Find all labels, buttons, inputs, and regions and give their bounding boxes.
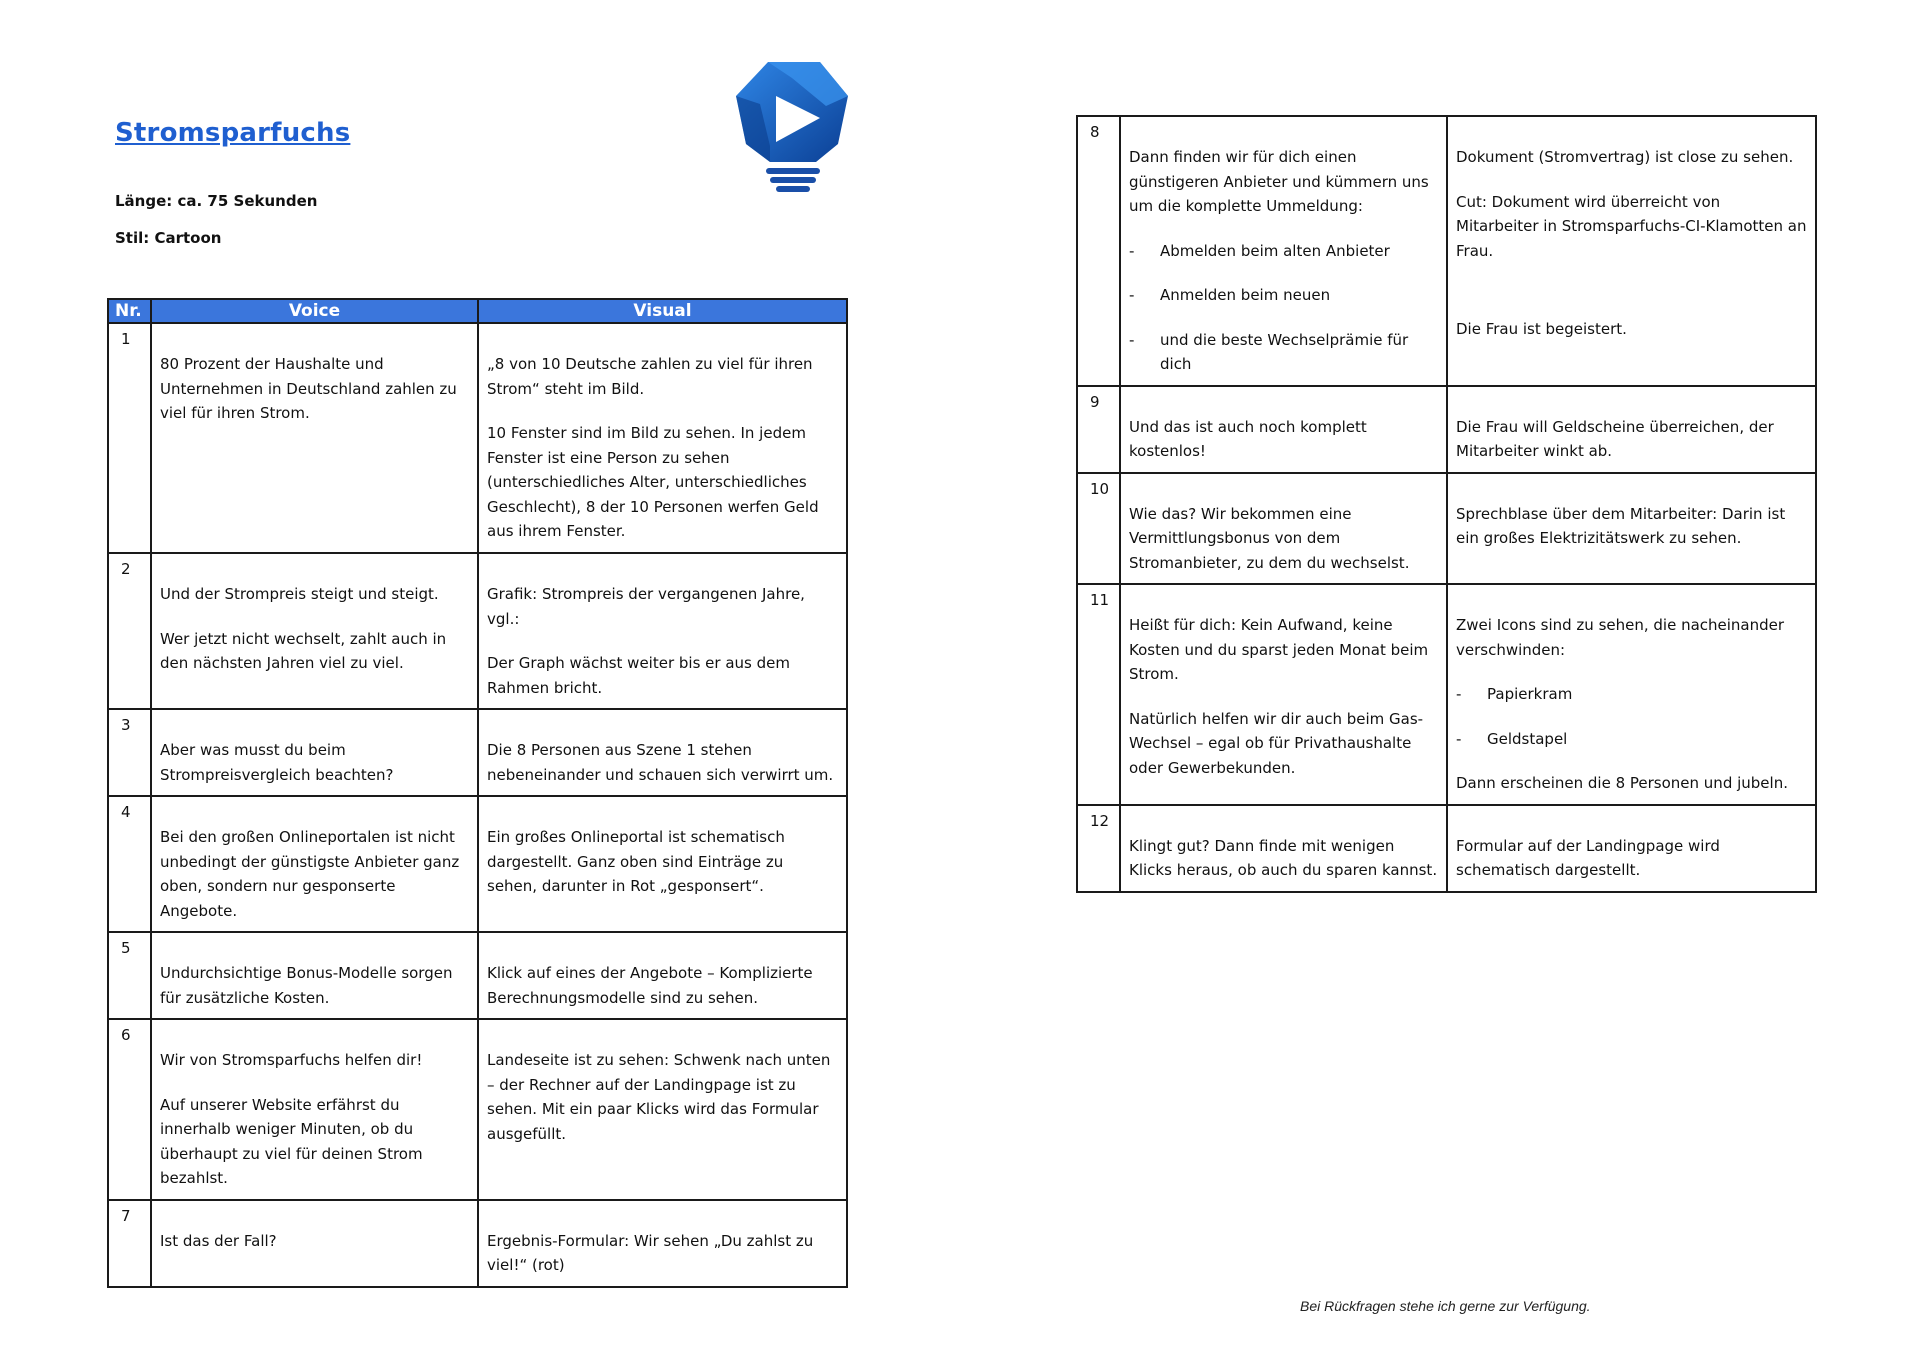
bullet-text: Geldstapel [1487,729,1568,748]
voice-text: Und der Strompreis steigt und steigt. [160,585,439,603]
voice-text: Aber was musst du beim Strompreisvergleich beachten? [160,741,394,784]
bullet-item [1129,283,1438,308]
voice-text: Ist das der Fall? [160,1231,277,1250]
visual-text: Grafik: Strompreis der vergangenen Jahre, vgl.: [487,585,805,628]
table-row [108,553,847,709]
footer-note: Bei Rückfragen stehe ich gerne zur Verfügung. [1300,1298,1591,1314]
voice-cell [151,1019,478,1200]
voice-cell [151,709,478,796]
row-number: 7 [108,1200,151,1287]
table-row [108,932,847,1019]
visual-text: Ergebnis-Formular: Wir sehen „Du zahlst zu viel!“ (rot) [487,1231,814,1274]
visual-cell [1447,584,1816,805]
row-number: 3 [108,709,151,796]
visual-cell [478,323,847,553]
row-number: 1 [108,323,151,553]
visual-cell [478,1200,847,1287]
voice-text: 80 Prozent der Haushalte und Unternehmen in Deutschland zahlen zu viel für ihren Strom. [160,355,457,422]
visual-text: Cut: Dokument wird überreicht von Mitarbeiter in Stromsparfuchs-CI-Klamotten an Frau. [1456,192,1807,260]
voice-cell [1120,473,1447,585]
voice-text: Natürlich helfen wir dir auch beim Gas-Wechsel – egal ob für Privathaushalte oder Gewerbekunden. [1129,709,1424,777]
header-nr: Nr. [108,299,151,323]
row-number: 5 [108,932,151,1019]
visual-text: Die 8 Personen aus Szene 1 stehen nebeneinander und schauen sich verwirrt um. [487,741,834,784]
bullet-dash: - [1129,286,1135,304]
visual-text: 10 Fenster sind im Bild zu sehen. In jedem Fenster ist eine Person zu sehen (unterschiedliches Alter, unterschiedliches Geschlecht), 8 der 10 Personen werfen Geld aus ihrem Fenster. [487,424,819,540]
header-visual: Visual [478,299,847,323]
row-number: 10 [1077,473,1120,585]
voice-text: Auf unserer Website erfährst du innerhalb weniger Minuten, ob du überhaupt zu viel für deinen Strom bezahlst. [160,1095,423,1187]
table-row [108,1019,847,1200]
row-number: 2 [108,553,151,709]
row-number: 4 [108,796,151,932]
visual-cell [478,796,847,932]
voice-text: Undurchsichtige Bonus-Modelle sorgen für zusätzliche Kosten. [160,964,453,1007]
bullet-dash: - [1129,330,1135,349]
voice-text: Wer jetzt nicht wechselt, zahlt auch in den nächsten Jahren viel zu viel. [160,629,447,672]
row-number: 12 [1077,805,1120,892]
bullet-dash: - [1129,241,1135,260]
voice-text: Klingt gut? Dann finde mit wenigen Klicks heraus, ob auch du sparen kannst. [1129,836,1438,879]
script-table-part-1 [107,298,848,1288]
visual-text: Der Graph wächst weiter bis er aus dem Rahmen bricht. [487,654,790,697]
voice-cell [1120,584,1447,805]
table-row [108,709,847,796]
visual-text: Ein großes Onlineportal ist schematisch dargestellt. Ganz oben sind Einträge zu sehen, darunter in Rot „gesponsert“. [487,828,785,895]
voice-cell [1120,805,1447,892]
bullet-text: Papierkram [1487,685,1573,703]
document-title: Stromsparfuchs [115,118,351,148]
bullet-item [1129,328,1438,377]
voice-text: Dann finden wir für dich einen günstigeren Anbieter und kümmern uns um die komplette Ummeldung: [1129,148,1429,215]
visual-text: „8 von 10 Deutsche zahlen zu viel für ihren Strom“ steht im Bild. [487,355,813,398]
bullet-dash: - [1456,685,1462,703]
bullet-text: Anmelden beim neuen [1160,286,1331,304]
visual-text: Formular auf der Landingpage wird schematisch dargestellt. [1456,836,1720,879]
bullet-item [1456,682,1807,707]
visual-text: Die Frau ist begeistert. [1456,320,1627,338]
table-row [1077,386,1816,473]
visual-cell [1447,473,1816,585]
voice-cell [1120,116,1447,386]
visual-cell [478,553,847,709]
table-row [108,1200,847,1287]
visual-text: Dokument (Stromvertrag) ist close zu sehen. [1456,148,1794,166]
voice-text: Heißt für dich: Kein Aufwand, keine Kosten und du sparst jeden Monat beim Strom. [1129,616,1429,683]
row-number: 6 [108,1019,151,1200]
bullet-item [1129,239,1438,264]
script-table-part-2 [1076,115,1817,893]
visual-cell [1447,805,1816,892]
visual-cell [478,709,847,796]
visual-text: Landeseite ist zu sehen: Schwenk nach unten – der Rechner auf der Landingpage ist zu sehen. Mit ein paar Klicks wird das Formular ausgefüllt. [487,1051,831,1143]
bullet-dash: - [1456,729,1462,748]
visual-text: Klick auf eines der Angebote – Komplizierte Berechnungsmodelle sind zu sehen. [487,964,813,1007]
header-voice: Voice [151,299,478,323]
style-info: Stil: Cartoon [115,229,222,247]
table-row [1077,805,1816,892]
table-row [108,323,847,553]
table-row [1077,116,1816,386]
voice-text: Wir von Stromsparfuchs helfen dir! [160,1051,423,1069]
voice-cell [1120,386,1447,473]
bullet-item [1456,727,1807,752]
visual-text: Zwei Icons sind zu sehen, die nacheinander verschwinden: [1456,616,1785,659]
voice-cell [151,553,478,709]
visual-cell [478,1019,847,1200]
table-row [1077,473,1816,585]
voice-text: Wie das? Wir bekommen eine Vermittlungsbonus von dem Stromanbieter, zu dem du wechselst. [1129,504,1410,572]
length-info: Länge: ca. 75 Sekunden [115,192,318,210]
bullet-text: Abmelden beim alten Anbieter [1160,241,1390,260]
voice-cell [151,323,478,553]
voice-text: Bei den großen Onlineportalen ist nicht unbedingt der günstigste Anbieter ganz oben, sondern nur gesponserte Angebote. [160,828,460,920]
visual-cell [1447,386,1816,473]
table-row [1077,584,1816,805]
table-row [108,796,847,932]
row-number: 8 [1077,116,1120,386]
voice-cell [151,796,478,932]
visual-cell [1447,116,1816,386]
bullet-text: und die beste Wechselprämie für dich [1160,330,1409,373]
voice-cell [151,932,478,1019]
visual-text: Dann erscheinen die 8 Personen und jubeln. [1456,774,1788,792]
visual-cell [478,932,847,1019]
row-number: 9 [1077,386,1120,473]
voice-text: Und das ist auch noch komplett kostenlos! [1129,417,1367,460]
visual-text: Sprechblase über dem Mitarbeiter: Darin ist ein großes Elektrizitätswerk zu sehen. [1456,504,1786,547]
lightbulb-play-logo-icon [730,56,855,196]
visual-text: Die Frau will Geldscheine überreichen, der Mitarbeiter winkt ab. [1456,417,1774,460]
row-number: 11 [1077,584,1120,805]
voice-cell [151,1200,478,1287]
